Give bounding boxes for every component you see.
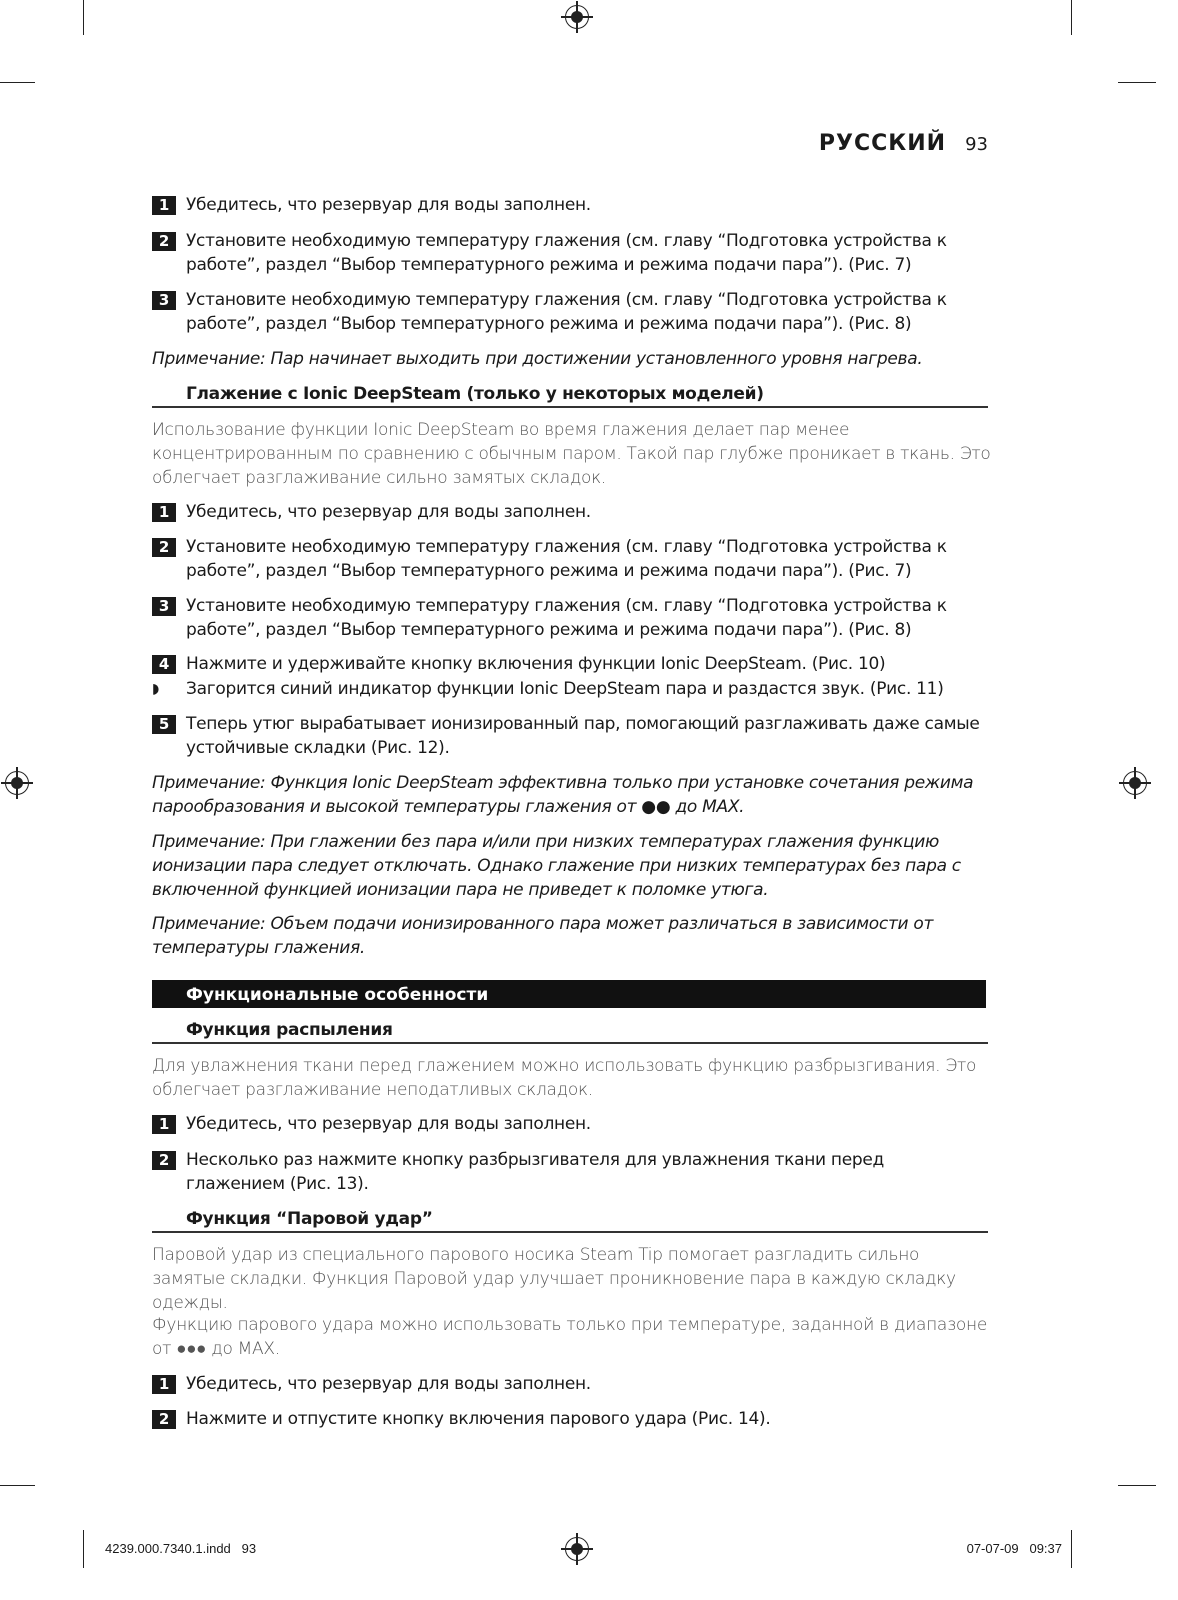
running-header (819, 131, 988, 156)
paragraph: Функцию парового удара можно использовать только при температуре, заданной в диапазоне от ●●● до MAX. (152, 1315, 988, 1359)
section-heading: Глажение с Ionic DeepSteam (только у некоторых моделей) (152, 382, 988, 408)
crop-mark (1071, 0, 1072, 35)
step (152, 193, 1026, 217)
step-number: 2 (152, 1410, 176, 1429)
section-heading: Функция распыления (152, 1018, 988, 1044)
step (152, 1407, 1026, 1431)
crop-mark (0, 1485, 35, 1486)
result-bullet-icon: ◗ (152, 681, 160, 697)
step-number: 2 (152, 538, 176, 557)
step-number: 2 (152, 1151, 176, 1170)
step-text: Установите необходимую температуру глажения (см. главу “Подготовка устройства к работе”, раздел “Выбор температурного режима и режима подачи пара”). (Рис. 8) (186, 290, 947, 334)
step-text: Установите необходимую температуру глажения (см. главу “Подготовка устройства к работе”, раздел “Выбор температурного режима и режима подачи пара”). (Рис. 8) (186, 596, 947, 640)
step-text: Убедитесь, что резервуар для воды заполнен. (186, 1374, 591, 1394)
step-text: Установите необходимую температуру глажения (см. главу “Подготовка устройства к работе”, раздел “Выбор температурного режима и режима подачи пара”). (Рис. 7) (186, 231, 947, 275)
note: Примечание: Объем подачи ионизированного пара может различаться в зависимости от температуры глажения. (152, 914, 934, 958)
step-number: 1 (152, 503, 176, 522)
footer-date: 07-07-09 09:37 (966, 1541, 1062, 1556)
step-text: Убедитесь, что резервуар для воды заполнен. (186, 502, 591, 522)
step-text: Убедитесь, что резервуар для воды заполнен. (186, 1114, 591, 1134)
step (152, 535, 1026, 583)
paragraph: Для увлажнения ткани перед глажением можно использовать функцию разбрызгивания. Это облегчает разглаживание неподатливых складок. (152, 1056, 977, 1100)
registration-mark-icon (5, 771, 29, 795)
step (152, 1372, 1026, 1396)
step-number: 1 (152, 1115, 176, 1134)
section-heading: Функция “Паровой удар” (152, 1207, 988, 1233)
crop-mark (1118, 82, 1156, 83)
registration-mark-icon (565, 5, 589, 29)
step-text: Нажмите и отпустите кнопку включения парового удара (Рис. 14). (186, 1409, 771, 1429)
step (152, 229, 1026, 277)
chapter-bar (152, 980, 986, 1008)
paragraph: Паровой удар из специального парового носика Steam Tip помогает разгладить сильно замятые складки. Функция Паровой удар улучшает проникновение пара в каждую складку одежды. (152, 1245, 956, 1313)
result-text: Загорится синий индикатор функции Ionic DeepSteam пара и раздастся звук. (Рис. 11) (186, 679, 944, 699)
step-number: 3 (152, 597, 176, 616)
step-number: 4 (152, 655, 176, 674)
crop-mark (0, 82, 35, 83)
crop-mark (1118, 1485, 1156, 1486)
step-text: Теперь утюг вырабатывает ионизированный пар, помогающий разглаживать даже самые устойчивые складки (Рис. 12). (186, 714, 980, 758)
result (152, 677, 1026, 701)
step (152, 594, 1026, 642)
step-number: 5 (152, 715, 176, 734)
step-number: 1 (152, 196, 176, 215)
page-number: 93 (965, 134, 988, 155)
crop-mark (83, 0, 84, 35)
step (152, 1148, 926, 1196)
registration-mark-icon (565, 1537, 589, 1561)
step-text: Нажмите и удерживайте кнопку включения функции Ionic DeepSteam. (Рис. 10) (186, 654, 886, 674)
note: Примечание: Пар начинает выходить при достижении установленного уровня нагрева. (152, 349, 923, 369)
step (152, 1112, 1026, 1136)
registration-mark-icon (1123, 771, 1147, 795)
footer-file: 4239.000.7340.1.indd 93 (105, 1541, 257, 1556)
step-text: Несколько раз нажмите кнопку разбрызгивателя для увлажнения ткани перед глажением (Рис. 13). (186, 1150, 884, 1194)
crop-mark (83, 1530, 84, 1568)
note: Примечание: При глажении без пара и/или при низких температурах глажения функцию ионизации пара следует отключать. Однако глажение при низких температурах без пара с включенной функцией ионизации пара не приведет к поломке утюга. (152, 832, 961, 900)
step-text: Установите необходимую температуру глажения (см. главу “Подготовка устройства к работе”, раздел “Выбор температурного режима и режима подачи пара”). (Рис. 7) (186, 537, 947, 581)
crop-mark (1071, 1530, 1072, 1568)
step (152, 652, 1026, 676)
step-number: 2 (152, 232, 176, 251)
language-label: РУССКИЙ (818, 131, 947, 156)
step-number: 1 (152, 1375, 176, 1394)
chapter-title: Функциональные особенности (186, 985, 489, 1005)
paragraph: Использование функции Ionic DeepSteam во время глажения делает пар менее концентрированным по сравнению с обычным паром. Такой пар глубже проникает в ткань. Это облегчает разглаживание сильно замятых складок. (152, 420, 991, 488)
step (152, 500, 1026, 524)
step-number: 3 (152, 291, 176, 310)
step (152, 288, 1026, 336)
note: Примечание: Функция Ionic DeepSteam эффективна только при установке сочетания режима парообразования и высокой температуры глажения от ●● до MAX. (152, 773, 974, 817)
step-text: Убедитесь, что резервуар для воды заполнен. (186, 195, 591, 215)
step (152, 712, 1026, 760)
